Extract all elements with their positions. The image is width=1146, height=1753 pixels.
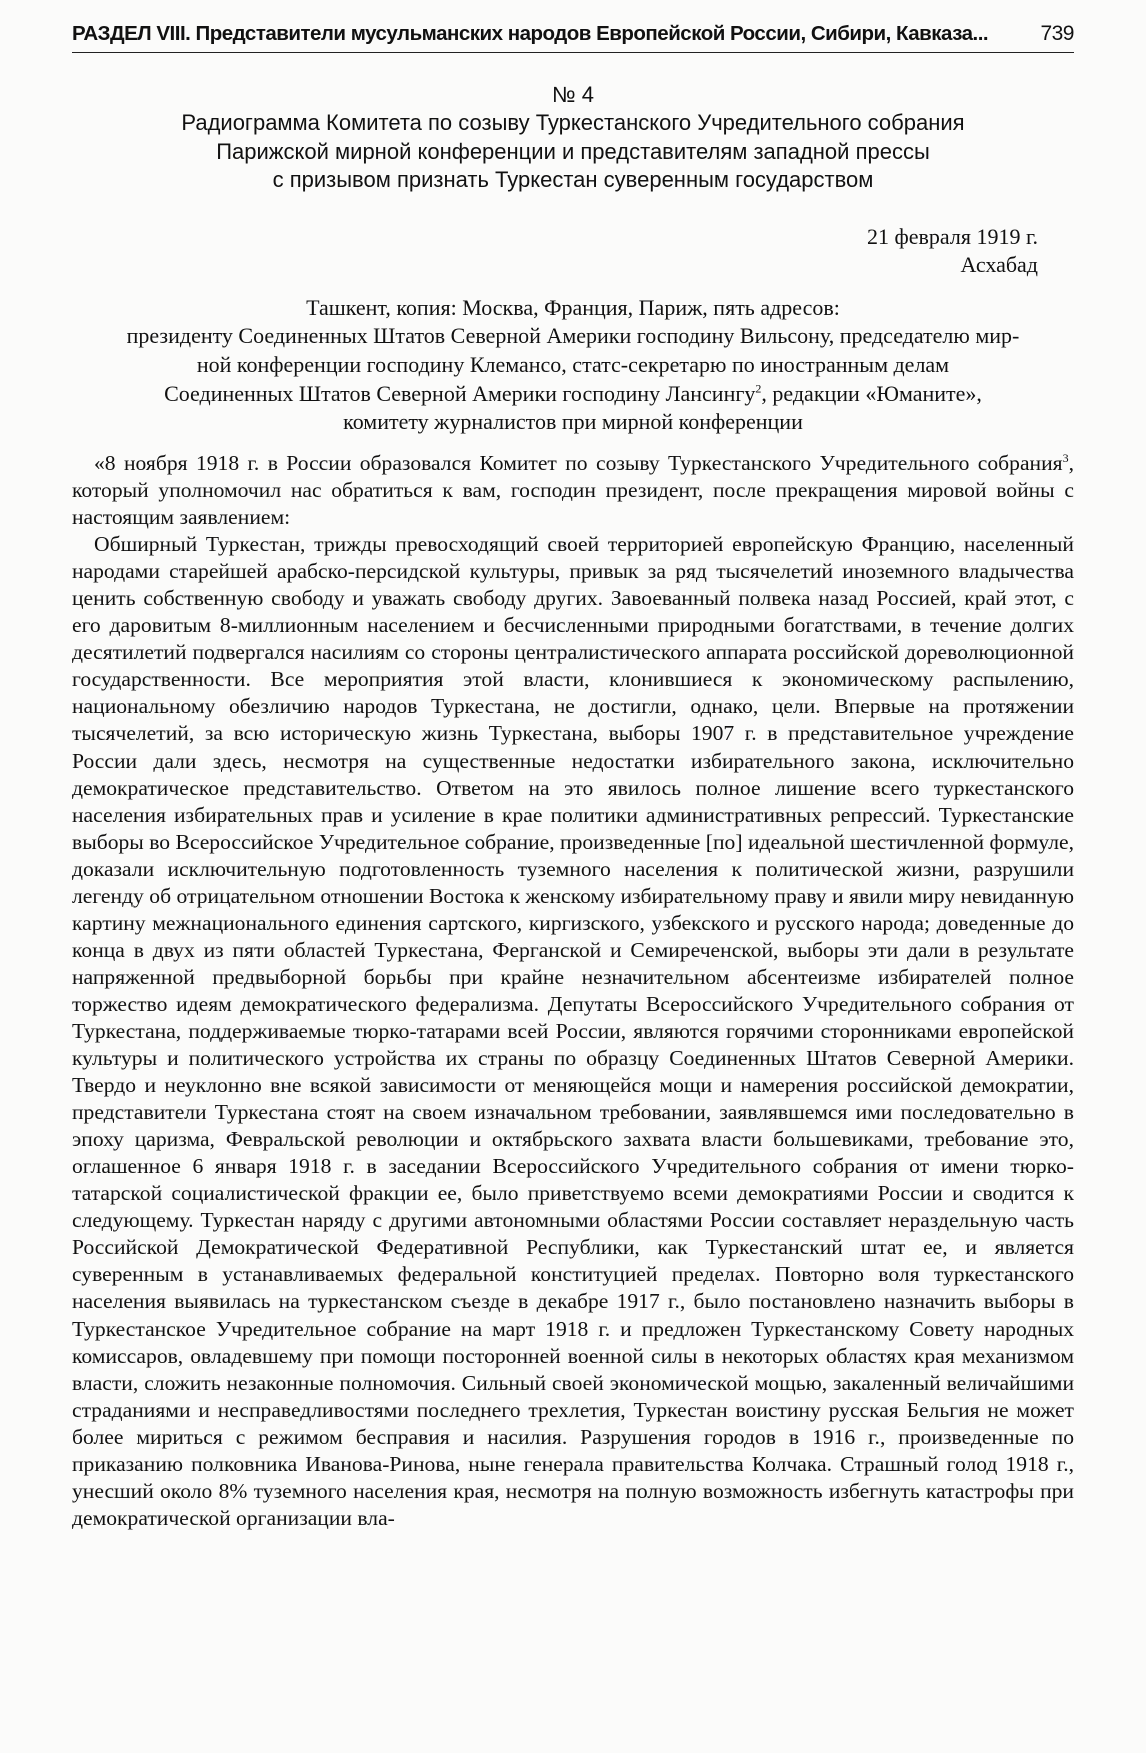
- address-line: комитету журналистов при мирной конференции: [343, 409, 803, 435]
- document-body: [72, 450, 1074, 1532]
- address-text: , редакции «Юманите»,: [761, 380, 982, 406]
- footnote-ref: 2: [755, 381, 762, 396]
- address-line: ной конференции господину Клемансо, статс-секретарю по иностранным делам: [196, 351, 950, 377]
- running-header: [72, 22, 1074, 53]
- document-place: Асхабад: [960, 252, 1038, 277]
- document-title: [72, 109, 1074, 195]
- address-text: Соединенных Штатов Северной Америки господину Лансингу: [164, 380, 756, 406]
- addressees: [72, 294, 1074, 438]
- paragraph: [72, 450, 1074, 531]
- address-line: президенту Соединенных Штатов Северной Америки господину Вильсону, председателю мир-: [126, 323, 1020, 349]
- document-number: № 4: [552, 82, 594, 107]
- page-number: 739: [1040, 22, 1074, 45]
- title-line: с призывом признать Туркестан суверенным государством: [272, 167, 874, 192]
- title-line: Парижской мирной конференции и представителям западной прессы: [216, 138, 930, 164]
- section-title: РАЗДЕЛ VIII. Представители мусульманских народов Европейской России, Сибири, Кавказа...: [72, 22, 989, 45]
- paragraph-text: , который уполномочил нас обратиться к вам, господин президент, после прекращения мировой войны с настоящим заявлением:: [72, 451, 1074, 530]
- paragraph: Обширный Туркестан, трижды превосходящий своей территорией европейскую Францию, населенный народами старейшей арабско-персидской культуры, привык за ряд тысячелетий иноземного владычества ценить собственную свободу и уважать свободу других. Завоеванный полвека назад Россией, край этот, с его даровитым 8-миллионным населением и бесчисленными природными богатствами, в течение долгих десятилетий подвергался насилиям со стороны централистического аппарата российской дореволюционной государственности. Все мероприятия этой власти, клонившиеся к экономическому распылению, национальному обезличию народов Туркестана, не достигли, однако, цели. Впервые на протяжении тысячелетий, за всю историческую жизнь Туркестана, выборы 1907 г. в представительное учреждение России дали здесь, несмотря на существенные недостатки избирательного закона, исключительно демократическое представительство. Ответом на это явилось полное лишение всего туркестанского населения избирательных прав и усиление в крае политики административных репрессий. Туркестанские выборы во Всероссийское Учредительное собрание, произведенные [по] идеальной шестичленной формуле, доказали исключительную подготовленность туземного населения к политической жизни, разрушили легенду об отрицательном отношении Востока к женскому избирательному праву и явили миру невиданную картину межнационального единения сартского, киргизского, узбекского и русского народа; доведенные до конца в двух из пяти областей Туркестана, Ферганской и Семиреченской, выборы эти дали в результате напряженной предвыборной борьбы при крайне незначительном абсентеизме избирателей полное торжество идеям демократического федерализма. Депутаты Всероссийского Учредительного собрания от Туркестана, поддерживаемые тюрко-татарами всей России, являются горячими сторонниками европейской культуры и политического устройства их страны по образцу Соединенных Штатов Северной Америки. Твердо и неуклонно вне всякой зависимости от меняющейся мощи и намерения российской демократии, представители Туркестана стоят на своем изначальном требовании, заявлявшемся ими последовательно в эпоху царизма, Февральской революции и октябрьского захвата власти большевиками, требование это, оглашенное 6 января 1918 г. в заседании Всероссийского Учредительного собрания от имени тюрко-татарской социалистической фракции ее, было приветствуемо всеми демократиями России и сводится к следующему. Туркестан наряду с другими автономными областями России составляет нераздельную часть Российской Демократической Федеративной Республики, как Туркестанский штат ее, и является суверенным в устанавливаемых федеральной конституцией пределах. Повторно воля туркестанского населения выявилась на туркестанском съезде в декабре 1917 г., было постановлено назначить выборы в Туркестанское Учредительное собрание на март 1918 г. и предложен Туркестанскому Совету народных комиссаров, овладевшему при помощи посторонней военной силы в некоторых областях края механизмом власти, сложить незаконные полномочия. Сильный своей экономической мощью, закаленный величайшими страданиями и несправедливостями последнего трехлетия, Туркестан воистину русская Бельгия не может более мириться с режимом бесправия и насилия. Разрушения городов в 1916 г., произведенные по приказанию полковника Иванова-Ринова, ныне генерала правительства Колчака. Страшный голод 1918 г., унесший около 8% туземного населения края, несмотря на полную возможность избегнуть катастрофы при демократической организации вла-: [72, 532, 1074, 1530]
- address-line: Ташкент, копия: Москва, Франция, Париж, пять адресов:: [306, 294, 840, 320]
- document-date: 21 февраля 1919 г.: [866, 223, 1038, 249]
- paragraph-text: «8 ноября 1918 г. в России образовался Комитет по созыву Туркестанского Учредительного собрания: [94, 451, 1063, 476]
- date-place-block: [72, 223, 1074, 280]
- page: [72, 22, 1074, 1532]
- address-line: [72, 380, 1074, 409]
- footnote-ref: 3: [1062, 450, 1069, 465]
- title-line: Радиограмма Комитета по созыву Туркестанского Учредительного собрания: [181, 110, 965, 135]
